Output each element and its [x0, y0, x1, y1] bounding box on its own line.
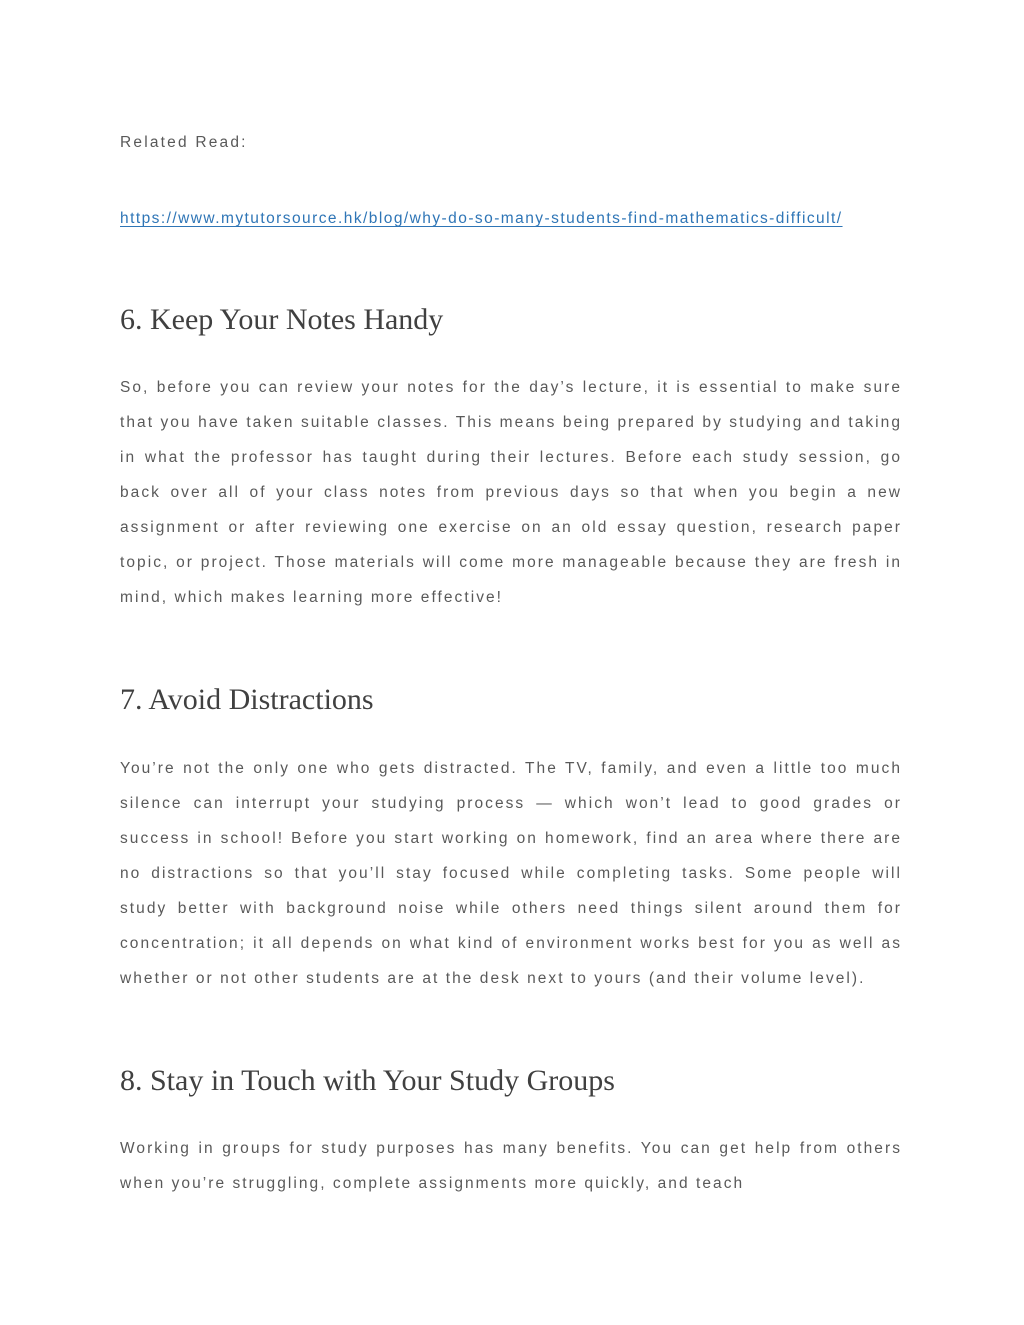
- section-body-avoid-distractions: You’re not the only one who gets distracted. The TV, family, and even a little too much silence can interrupt your studying process — which won’t lead to good grades or success in school! Before you start working on homework, find an area where there are no distractions so that you’ll stay focused while completing tasks. Some people will study better with background noise while others need things silent around them for concentration; it all depends on what kind of environment works best for you as well as whether or not other students are at the desk next to yours (and their volume level).: [120, 760, 902, 987]
- section-heading-avoid-distractions: 7. Avoid Distractions: [120, 683, 374, 716]
- section-body-study-groups: Working in groups for study purposes has many benefits. You can get help from others when you’re struggling, complete assignments more quickly, and teach: [120, 1140, 902, 1192]
- related-read-link[interactable]: https://www.mytutorsource.hk/blog/why-do-so-many-students-find-mathematics-difficult/: [120, 210, 843, 227]
- section-body-keep-notes-handy: So, before you can review your notes for the day’s lecture, it is essential to make sure that you have taken suitable classes. This means being prepared by studying and taking in what the professor has taught during their lectures. Before each study session, go back over all of your class notes from previous days so that when you begin a new assignment or after reviewing one exercise on an old essay question, research paper topic, or project. Those materials will come more manageable because they are fresh in mind, which makes learning more effective!: [120, 379, 902, 606]
- section-heading-study-groups: 8. Stay in Touch with Your Study Groups: [120, 1064, 615, 1097]
- related-read-label: Related Read:: [120, 134, 248, 151]
- section-heading-keep-notes-handy: 6. Keep Your Notes Handy: [120, 303, 444, 336]
